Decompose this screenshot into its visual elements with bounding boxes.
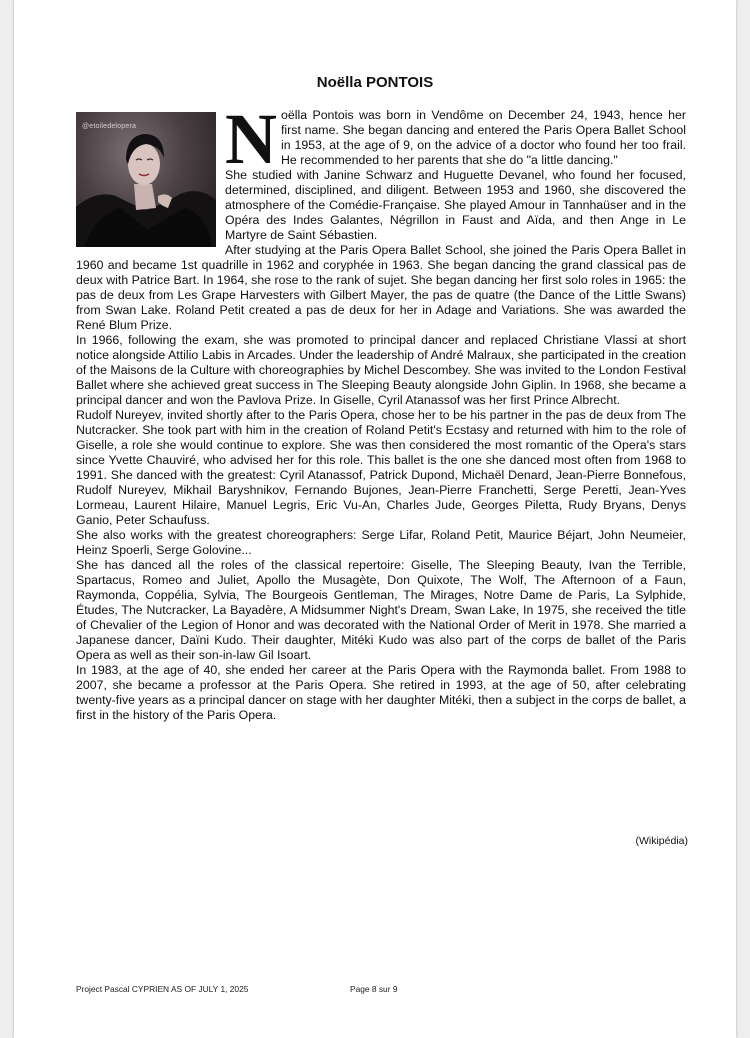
paragraph: oëlla Pontois was born in Vendôme on December 24, 1943, hence her first name. She began dancing and entered the Paris Opera Ballet School in 1953, at the age of 9, on the advice of a doctor who found her too frail. He recommended to her parents that she do "a little dancing."	[281, 108, 686, 167]
dropcap-letter: N	[225, 99, 277, 179]
paragraph: She has danced all the roles of the classical repertoire: Giselle, The Sleeping Beauty, Ivan the Terrible, Spartacus, Romeo and Juliet, Apollo the Musagète, Don Quixote, The Wolf, The Afternoon of a Faun, Raymonda, Coppélia, Sylvia, The Bourgeois Gentleman, The Mirages, Notre Dame de Paris, La Sylphide, Études, The Nutcracker, La Bayadère, A Midsummer Night's Dream, Swan Lake, In 1975, she received the title of Chevalier of the Legion of Honor and was decorated with the National Order of Merit in 1978. She married a Japanese dancer, Daïni Kudo. Their daughter, Mitéki Kudo was also part of the corps de ballet of the Paris Opera as well as their son-in-law Gil Isoart.	[76, 558, 686, 662]
document-page	[14, 0, 736, 1038]
page-title: Noëlla PONTOIS	[316, 74, 434, 91]
paragraph: She also works with the greatest choreographers: Serge Lifar, Roland Petit, Maurice Béjart, John Neumeier, Heinz Spoerli, Serge Golovine...	[76, 528, 686, 557]
page-number: Page 8 sur 9	[350, 984, 398, 994]
biography-text	[76, 99, 686, 723]
source-citation: (Wikipédia)	[635, 835, 688, 847]
paragraph: In 1966, following the exam, she was promoted to principal dancer and replaced Christiane Vlassi at short notice alongside Attilio Labis in Arcades. Under the leadership of André Malraux, she participated in the creation of the Maisons de la Culture with choreographies by Michel Descombey. She was invited to the London Festival Ballet where she achieved great success in The Sleeping Beauty alongside John Giplin. In 1968, she became a principal dancer and won the Pavlova Prize. In Giselle, Cyril Atanassof was her first Prince Albrecht.	[76, 333, 686, 407]
paragraph: She studied with Janine Schwarz and Huguette Devanel, who found her focused, determined, disciplined, and diligent. Between 1953 and 1960, she discovered the atmosphere of the Comédie-Française. She played Amour in Tannhaüser and in the Opéra des Indes Galantes, Négrillon in Faust and Aïda, and then Ange in Le Martyre de Saint Sébastien.	[225, 168, 686, 242]
paragraph: In 1983, at the age of 40, she ended her career at the Paris Opera with the Raymonda ballet. From 1988 to 2007, she became a professor at the Paris Opera. She retired in 1993, at the age of 50, after celebrating twenty-five years as a principal dancer on stage with her daughter Mitéki, then a subject in the corps de ballet, a first in the history of the Paris Opera.	[76, 663, 686, 722]
paragraph: After studying at the Paris Opera Ballet School, she joined the Paris Opera Ballet in 1960 and became 1st quadrille in 1962 and coryphée in 1963. She began dancing the grand classical pas de deux with Patrice Bart. In 1964, she rose to the rank of sujet. She began dancing her first solo roles in 1965: the pas de deux from Les Grape Harvesters with Gilbert Mayer, the pas de quatre (the Dance of the Little Swans) from Swan Lake. Roland Petit created a pas de deux for her in Adage and Variations. She was awarded the René Blum Prize.	[76, 243, 686, 332]
footer-project: Project Pascal CYPRIEN AS OF JULY 1, 2025	[76, 984, 249, 994]
portrait-photo	[76, 112, 216, 247]
photo-watermark: @etoiledelopera	[82, 123, 137, 130]
paragraph: Rudolf Nureyev, invited shortly after to the Paris Opera, chose her to be his partner in the pas de deux from The Nutcracker. She took part with him in the creation of Roland Petit's Ecstasy and returned with him to the role of Giselle, a role she would continue to explore. She was then considered the most romantic of the Opera's stars since Yvette Chauviré, who advised her for this role. This ballet is the one she danced most often from 1968 to 1991. She danced with the greatest: Cyril Atanassof, Patrick Dupond, Michaël Denard, Jean-Pierre Bonnefous, Rudolf Nureyev, Mikhail Baryshnikov, Fernando Bujones, Jean-Pierre Franchetti, Serge Peretti, Jean-Yves Lormeau, Laurent Hilaire, Manuel Legris, Eric Vu-An, Charles Jude, Georges Piletta, Rudy Bryans, Denys Ganio, Peter Schaufuss.	[76, 408, 686, 527]
